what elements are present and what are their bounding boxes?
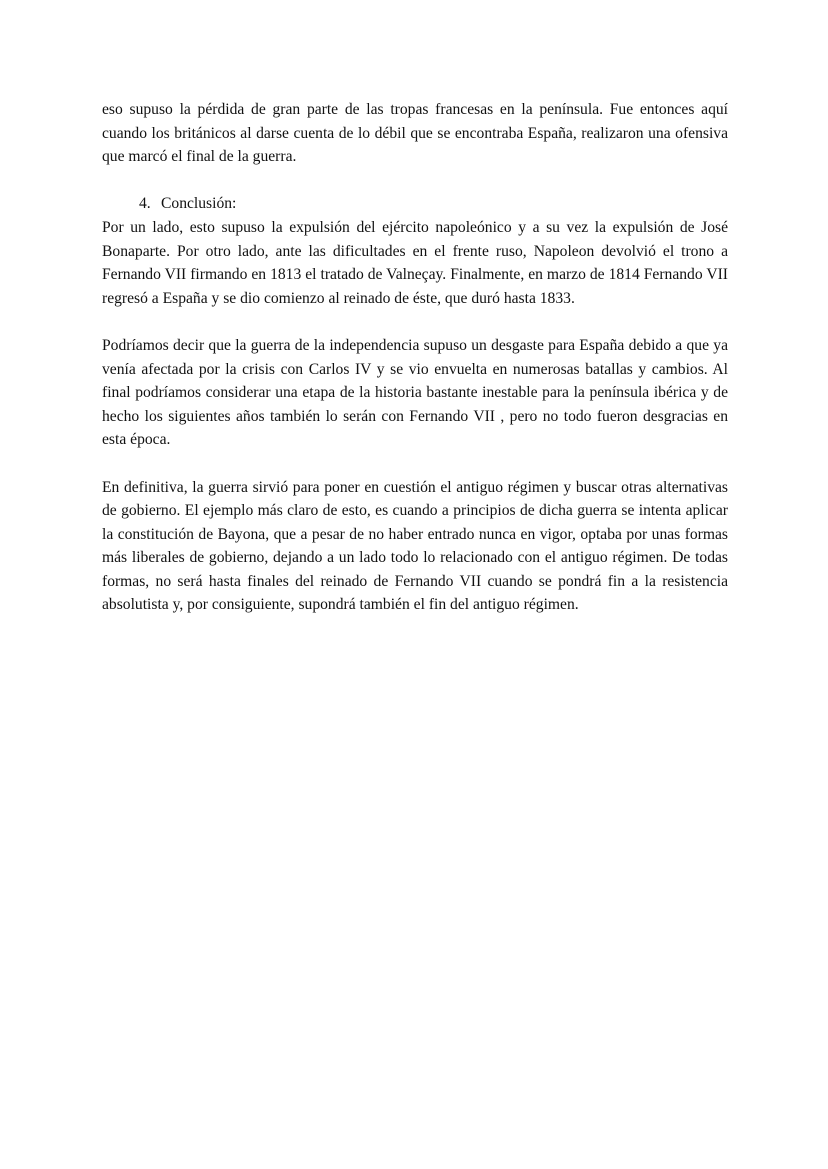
section-number: 4. bbox=[139, 195, 151, 213]
paragraph-intro-continuation: eso supuso la pérdida de gran parte de las tropas francesas en la península. Fue entonces aquí cuando los británicos al darse cuenta de lo débil que se encontraba España, realizaron una ofensiva que marcó el final de la guerra. bbox=[102, 101, 728, 166]
document-body bbox=[102, 98, 728, 617]
paragraph-conclusion-2: Podríamos decir que la guerra de la independencia supuso un desgaste para España debido a que ya venía afectada por la crisis con Carlos IV y se vio envuelta en numerosas batallas y cambios. Al final podríamos considerar una etapa de la historia bastante inestable para la península ibérica y de hecho los siguientes años también lo serán con Fernando VII , pero no todo fueron desgracias en esta época. bbox=[102, 336, 728, 449]
section-title: Conclusión: bbox=[161, 195, 237, 213]
section-list bbox=[102, 192, 728, 216]
paragraph-conclusion-1: Por un lado, esto supuso la expulsión del ejército napoleónico y a su vez la expulsión de José Bonaparte. Por otro lado, ante las dificultades en el frente ruso, Napoleon devolvió el trono a Fernando VII firmando en 1813 el tratado de Valneçay. Finalmente, en marzo de 1814 Fernando VII regresó a España y se dio comienzo al reinado de éste, que duró hasta 1833. bbox=[102, 218, 728, 307]
paragraph-conclusion-3: En definitiva, la guerra sirvió para poner en cuestión el antiguo régimen y buscar otras alternativas de gobierno. El ejemplo más claro de esto, es cuando a principios de dicha guerra se intenta aplicar la constitución de Bayona, que a pesar de no haber entrado nunca en vigor, optaba por unas formas más liberales de gobierno, dejando a un lado todo lo relacionado con el antiguo régimen. De todas formas, no será hasta finales del reinado de Fernando VII cuando se pondrá fin a la resistencia absolutista y, por consiguiente, supondrá también el fin del antiguo régimen. bbox=[102, 478, 728, 614]
section-heading bbox=[102, 192, 728, 216]
